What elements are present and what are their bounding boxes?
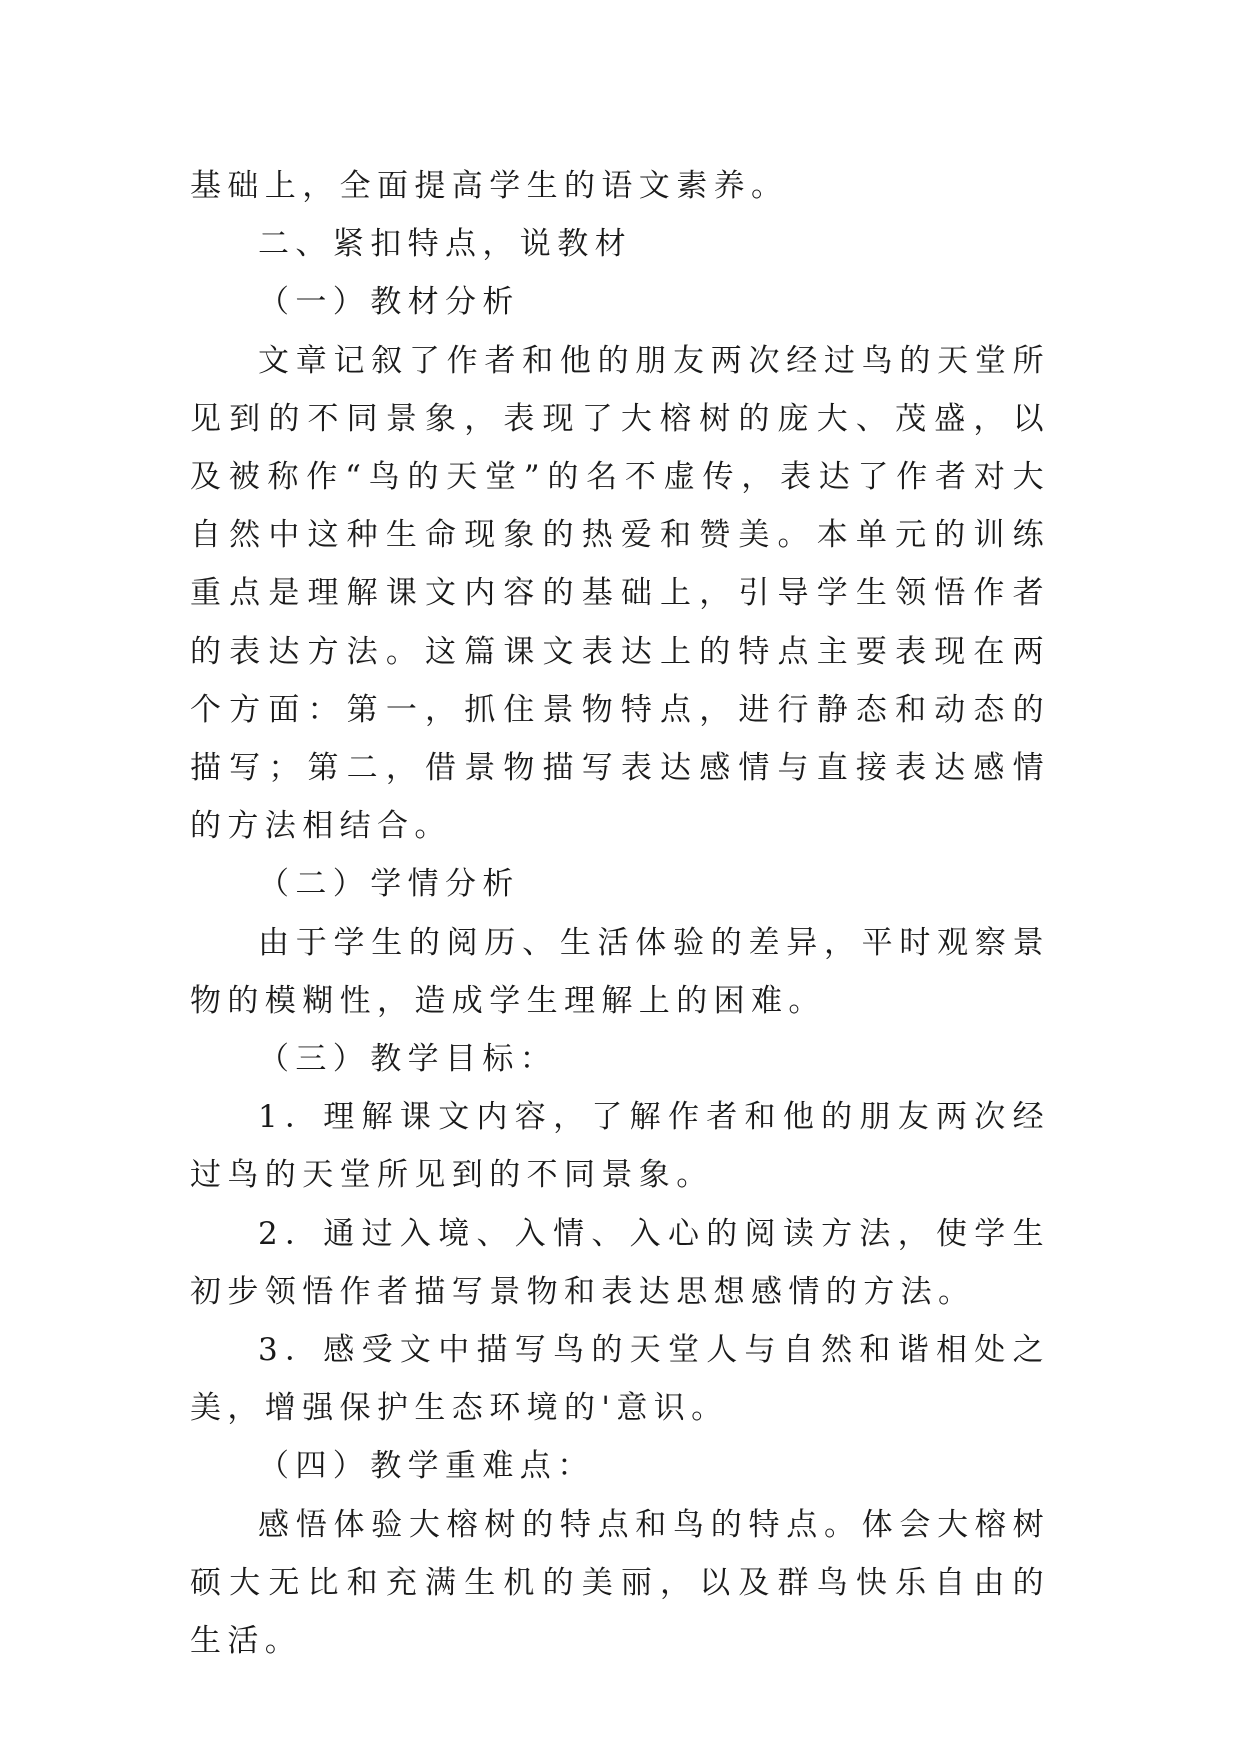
section-heading-textbook: 二、紧扣特点，说教材 xyxy=(258,226,632,263)
goal-item-1: 1．理解课文内容，了解作者和他的朋友两次经过鸟的天堂所见到的不同景象。 xyxy=(190,1099,1050,1194)
subheading-textbook-analysis: （一）教材分析 xyxy=(258,284,520,321)
paragraph-continuation: 基础上，全面提高学生的语文素养。 xyxy=(190,168,789,204)
subheading-key-points: （四）教学重难点： xyxy=(258,1448,595,1485)
goal-item-3: 3．感受文中描写鸟的天堂人与自然和谐相处之美，增强保护生态环境的'意识。 xyxy=(190,1332,1050,1427)
goal-item-2: 2．通过入境、入情、入心的阅读方法，使学生初步领悟作者描写景物和表达思想感情的方法。 xyxy=(190,1215,1050,1310)
subheading-student-analysis: （二）学情分析 xyxy=(258,866,520,903)
subheading-teaching-goals: （三）教学目标： xyxy=(258,1041,558,1078)
paragraph-textbook-analysis: 文章记叙了作者和他的朋友两次经过鸟的天堂所见到的不同景象，表现了大榕树的庞大、茂盛，以及被称作“鸟的天堂”的名不虚传，表达了作者对大自然中这种生命现象的热爱和赞美。本单元的训练重点是理解课文内容的基础上，引导学生领悟作者的表达方法。这篇课文表达上的特点主要表现在两个方面：第一，抓住景物特点，进行静态和动态的描写；第二，借景物描写表达感情与直接表达感情的方法相结合。 xyxy=(190,342,1050,845)
paragraph-student-analysis: 由于学生的阅历、生活体验的差异，平时观察景物的模糊性，造成学生理解上的困难。 xyxy=(190,924,1050,1019)
document-body xyxy=(190,157,1050,1670)
paragraph-key-points: 感悟体验大榕树的特点和鸟的特点。体会大榕树硕大无比和充满生机的美丽，以及群鸟快乐自由的生活。 xyxy=(190,1506,1050,1660)
